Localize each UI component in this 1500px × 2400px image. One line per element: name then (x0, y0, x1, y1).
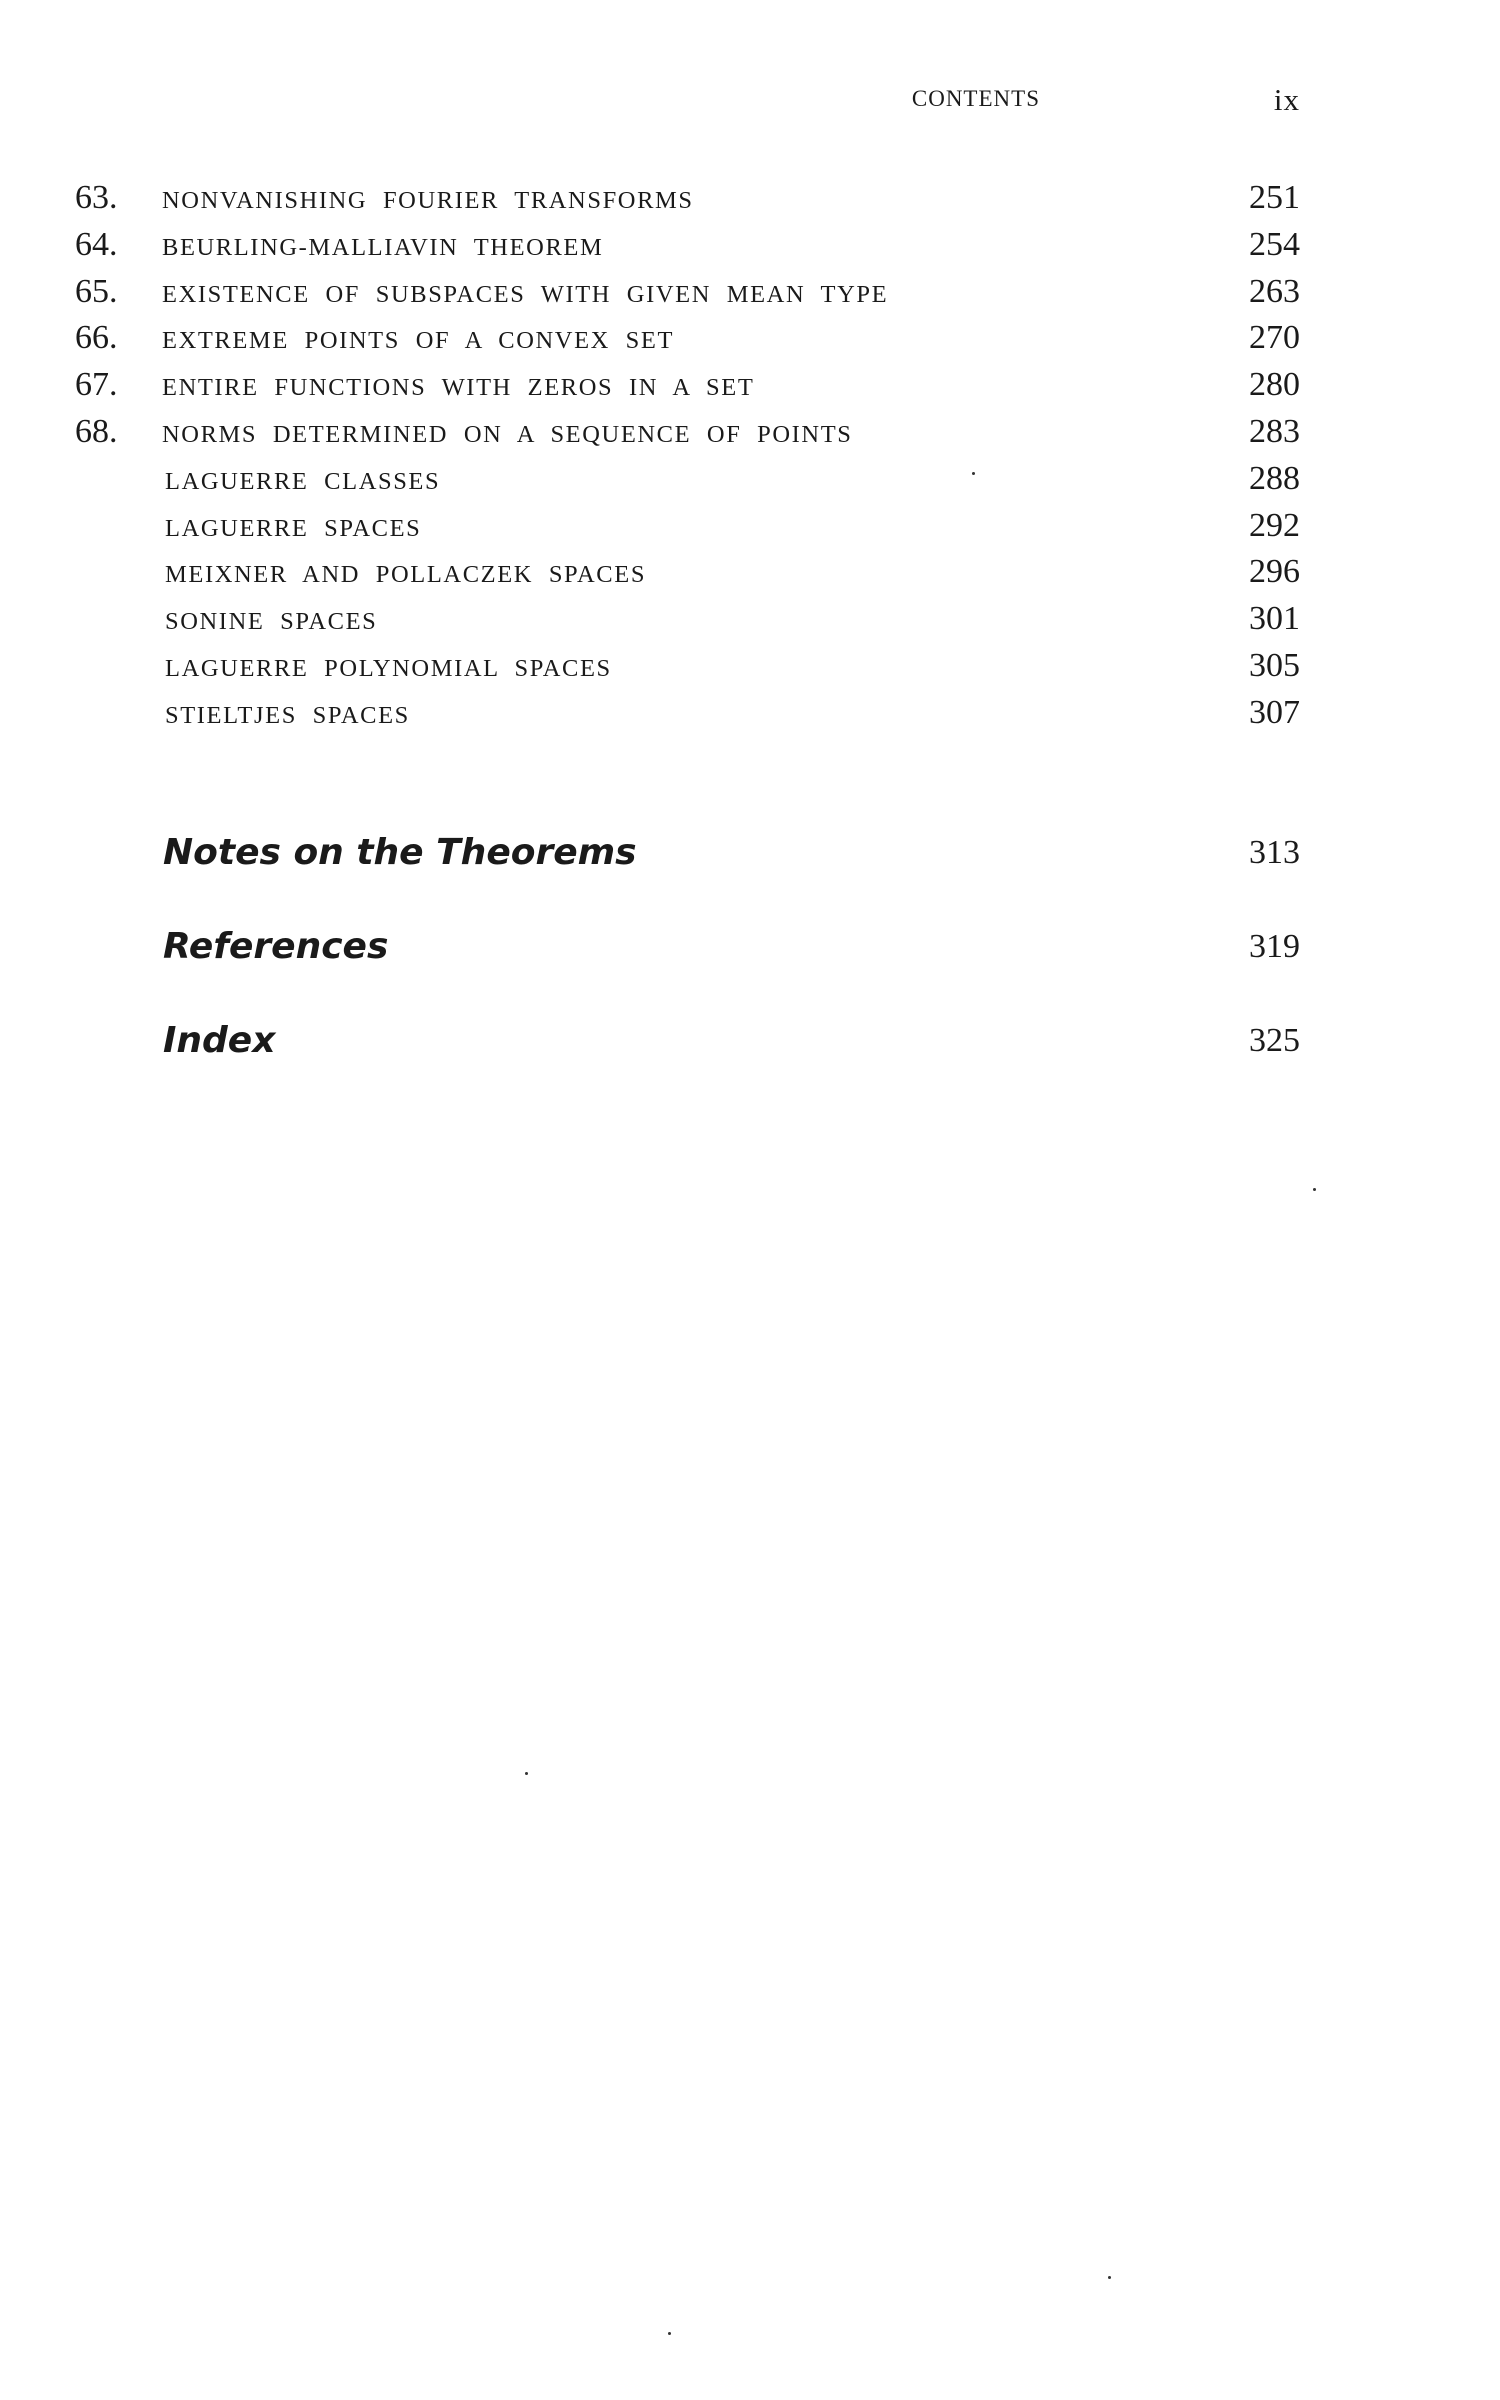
running-title: CONTENTS (911, 86, 1040, 111)
section-number: 64. (75, 225, 118, 263)
notes-page: 313 (1249, 834, 1300, 871)
toc-entry (75, 315, 1300, 362)
toc-entry (75, 409, 1300, 456)
section-title: EXISTENCE OF SUBSPACES WITH GIVEN MEAN TYPE (162, 280, 889, 308)
subsection-page: 301 (1249, 600, 1300, 638)
section-title: NORMS DETERMINED ON A SEQUENCE OF POINTS (162, 420, 853, 448)
toc-subentry (75, 549, 1300, 596)
section-page: 254 (1249, 225, 1300, 263)
running-head (160, 82, 1300, 118)
toc-subentry (75, 456, 1300, 503)
section-page: 280 (1249, 366, 1300, 404)
index-page: 325 (1249, 1022, 1300, 1059)
section-page: 251 (1249, 179, 1300, 216)
toc-subentry (75, 503, 1300, 550)
scan-speck (1313, 1188, 1316, 1191)
scan-speck (1108, 2276, 1111, 2279)
section-number: 67. (75, 366, 118, 404)
section-page: 263 (1249, 272, 1300, 310)
section-number: 65. (75, 272, 118, 310)
subsection-title: LAGUERRE POLYNOMIAL SPACES (165, 654, 612, 682)
section-title: NONVANISHING FOURIER TRANSFORMS (162, 187, 694, 214)
section-title: EXTREME POINTS OF A CONVEX SET (162, 327, 675, 355)
section-page: 283 (1249, 412, 1300, 450)
toc-entry (75, 362, 1300, 409)
toc-entry (75, 269, 1300, 316)
back-matter-entry (163, 828, 1300, 922)
subsection-page: 296 (1249, 553, 1300, 591)
toc-subentry (75, 643, 1300, 690)
section-title: ENTIRE FUNCTIONS WITH ZEROS IN A SET (162, 374, 755, 402)
scan-speck (525, 1772, 528, 1775)
subsection-page: 288 (1249, 459, 1300, 497)
page-number: ix (1273, 82, 1300, 117)
references-page: 319 (1249, 928, 1300, 965)
references-heading: References (163, 926, 389, 967)
subsection-title: STIELTJES SPACES (165, 701, 410, 729)
subsection-title: SONINE SPACES (165, 608, 378, 636)
section-number: 63. (75, 179, 118, 216)
scan-speck (668, 2332, 671, 2335)
subsection-page: 305 (1249, 646, 1300, 684)
section-title: BEURLING-MALLIAVIN THEOREM (162, 233, 604, 261)
toc-subentry (75, 690, 1300, 737)
back-matter (163, 828, 1300, 1110)
section-number: 66. (75, 319, 118, 357)
index-heading: Index (163, 1020, 276, 1061)
notes-heading: Notes on the Theorems (163, 832, 637, 873)
toc-entry (75, 222, 1300, 269)
subsection-title: LAGUERRE CLASSES (165, 467, 441, 495)
subsection-page: 307 (1249, 693, 1300, 731)
subsection-title: LAGUERRE SPACES (165, 514, 422, 542)
subsection-page: 292 (1249, 506, 1300, 544)
table-of-contents (75, 175, 1300, 737)
toc-subentry (75, 596, 1300, 643)
toc-entry (75, 175, 1300, 222)
back-matter-entry (163, 1016, 1300, 1110)
scan-speck (972, 472, 975, 475)
back-matter-entry (163, 922, 1300, 1016)
subsection-title: MEIXNER AND POLLACZEK SPACES (165, 561, 647, 589)
section-number: 68. (75, 412, 118, 450)
section-page: 270 (1249, 319, 1300, 357)
